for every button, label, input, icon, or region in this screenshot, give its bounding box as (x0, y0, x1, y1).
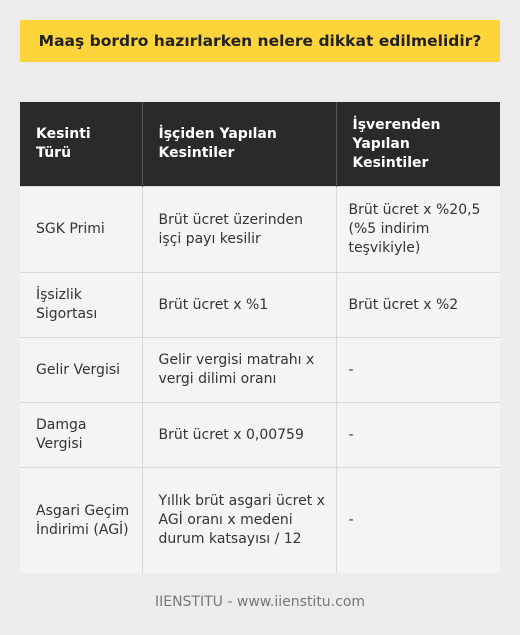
cell-employee-deduction: Brüt ücret x 0,00759 (142, 403, 336, 468)
table-row (20, 403, 500, 468)
cell-employee-deduction: Gelir vergisi matrahı x vergi dilimi oranı (142, 338, 336, 403)
cell-employer-deduction: Brüt ücret x %20,5 (%5 indirim teşvikiyle) (336, 187, 500, 273)
header-deduction-type: Kesinti Türü (20, 102, 142, 187)
cell-employer-deduction: Brüt ücret x %2 (336, 273, 500, 338)
cell-deduction-type: SGK Primi (20, 187, 142, 273)
cell-deduction-type: Asgari Geçim İndirimi (AGİ) (20, 468, 142, 574)
table-row (20, 187, 500, 273)
cell-employee-deduction: Brüt ücret x %1 (142, 273, 336, 338)
table-row (20, 468, 500, 574)
cell-employee-deduction: Brüt ücret üzerinden işçi payı kesilir (142, 187, 336, 273)
cell-employer-deduction: - (336, 468, 500, 574)
cell-employee-deduction: Yıllık brüt asgari ücret x AGİ oranı x medeni durum katsayısı / 12 (142, 468, 336, 574)
cell-deduction-type: Damga Vergisi (20, 403, 142, 468)
cell-employer-deduction: - (336, 403, 500, 468)
cell-deduction-type: İşsizlik Sigortası (20, 273, 142, 338)
cell-deduction-type: Gelir Vergisi (20, 338, 142, 403)
cell-employer-deduction: - (336, 338, 500, 403)
page-title: Maaş bordro hazırlarken nelere dikkat edilmelidir? (38, 32, 482, 50)
title-banner (20, 20, 500, 62)
deductions-table (20, 102, 500, 573)
table-row (20, 338, 500, 403)
footer-credit: IIENSTITU - www.iienstitu.com (154, 594, 366, 610)
table-row (20, 273, 500, 338)
header-employee-deductions: İşçiden Yapılan Kesintiler (142, 102, 336, 187)
header-employer-deductions: İşverenden Yapılan Kesintiler (336, 102, 500, 187)
table-header-row (20, 102, 500, 187)
